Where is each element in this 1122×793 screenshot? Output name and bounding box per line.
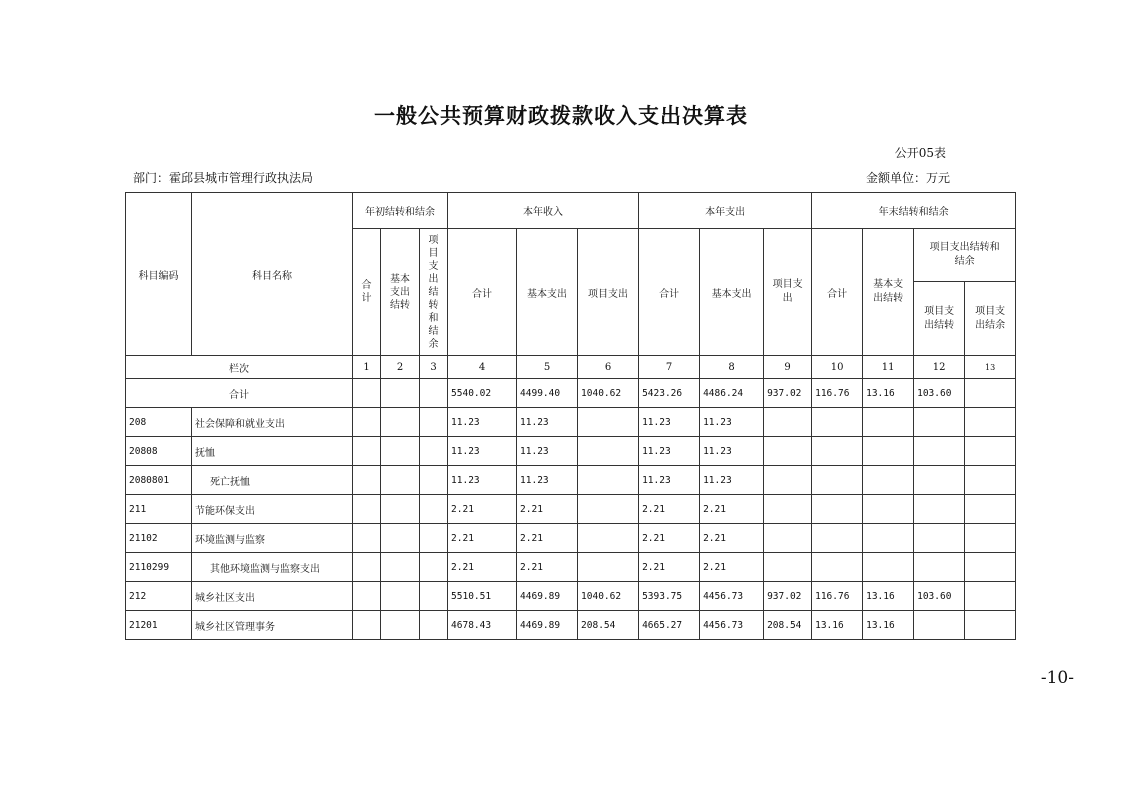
row-value (812, 495, 863, 524)
row-value (353, 524, 381, 553)
header-income-project: 项目支出 (578, 229, 639, 356)
row-name: 其他环境监测与监察支出 (192, 553, 353, 582)
row-value (420, 437, 448, 466)
column-index-cell: 6 (578, 356, 639, 379)
row-name: 死亡抚恤 (192, 466, 353, 495)
total-cell (353, 379, 381, 408)
table-row (126, 611, 1016, 640)
row-value (381, 437, 420, 466)
row-value (381, 408, 420, 437)
row-value (965, 524, 1016, 553)
budget-table (125, 192, 1016, 640)
row-value (914, 437, 965, 466)
row-name: 城乡社区支出 (192, 582, 353, 611)
row-value (353, 466, 381, 495)
total-cell (381, 379, 420, 408)
row-value (812, 408, 863, 437)
row-value: 2.21 (639, 495, 700, 524)
row-value: 208.54 (578, 611, 639, 640)
report-title: 一般公共预算财政拨款收入支出决算表 (374, 103, 748, 128)
row-value (965, 611, 1016, 640)
column-index-cell: 2 (381, 356, 420, 379)
row-value: 4665.27 (639, 611, 700, 640)
column-index-cell: 11 (863, 356, 914, 379)
row-value (914, 524, 965, 553)
row-value (420, 495, 448, 524)
row-value (353, 582, 381, 611)
row-value (578, 495, 639, 524)
row-value (381, 524, 420, 553)
total-cell (965, 379, 1016, 408)
total-cell (420, 379, 448, 408)
row-value: 11.23 (639, 408, 700, 437)
row-value (914, 408, 965, 437)
row-value (764, 408, 812, 437)
row-value (764, 524, 812, 553)
column-index-cell: 7 (639, 356, 700, 379)
row-value: 208.54 (764, 611, 812, 640)
column-index-label: 栏次 (126, 356, 353, 379)
header-code: 科目编码 (126, 193, 192, 356)
row-value: 11.23 (700, 437, 764, 466)
row-value: 1040.62 (578, 582, 639, 611)
header-closing-basic: 基本支 出结转 (863, 229, 914, 356)
row-value (965, 553, 1016, 582)
row-value: 5393.75 (639, 582, 700, 611)
row-value: 2.21 (517, 495, 578, 524)
row-value: 4456.73 (700, 582, 764, 611)
column-index-cell: 8 (700, 356, 764, 379)
row-value (863, 437, 914, 466)
page-number: -10- (1040, 668, 1074, 688)
row-value (863, 553, 914, 582)
row-value: 11.23 (639, 466, 700, 495)
row-value (812, 524, 863, 553)
row-value: 11.23 (639, 437, 700, 466)
row-value (420, 611, 448, 640)
row-code: 212 (126, 582, 192, 611)
row-value: 2.21 (517, 553, 578, 582)
header-row-1 (126, 193, 1016, 229)
row-value (914, 553, 965, 582)
row-value (381, 466, 420, 495)
header-closing-project-balance: 项目支 出结余 (965, 282, 1016, 356)
row-value (965, 582, 1016, 611)
total-cell: 13.16 (863, 379, 914, 408)
header-expense-project: 项目支 出 (764, 229, 812, 356)
amount-unit-label: 金额单位：万元 (865, 171, 950, 185)
row-value: 116.76 (812, 582, 863, 611)
row-name: 抚恤 (192, 437, 353, 466)
column-index-cell: 10 (812, 356, 863, 379)
row-value (578, 437, 639, 466)
row-value: 2.21 (448, 524, 517, 553)
total-cell: 116.76 (812, 379, 863, 408)
row-value: 11.23 (517, 408, 578, 437)
header-group-opening: 年初结转和结余 (353, 193, 448, 229)
header-opening-basic: 基本 支出 结转 (381, 229, 420, 356)
header-group-closing: 年末结转和结余 (812, 193, 1016, 229)
table-row (126, 553, 1016, 582)
total-label: 合计 (126, 379, 353, 408)
row-value: 4469.89 (517, 582, 578, 611)
row-value (353, 553, 381, 582)
row-name: 节能环保支出 (192, 495, 353, 524)
row-value (914, 495, 965, 524)
total-cell: 4486.24 (700, 379, 764, 408)
header-income-total: 合计 (448, 229, 517, 356)
row-value (812, 437, 863, 466)
row-value (353, 437, 381, 466)
row-value (764, 495, 812, 524)
row-value: 2.21 (448, 553, 517, 582)
form-number: 公开05表 (894, 146, 946, 160)
total-cell: 4499.40 (517, 379, 578, 408)
row-value (578, 466, 639, 495)
total-cell: 5423.26 (639, 379, 700, 408)
row-code: 20808 (126, 437, 192, 466)
header-name: 科目名称 (192, 193, 353, 356)
table-row (126, 582, 1016, 611)
header-income-basic: 基本支出 (517, 229, 578, 356)
row-value: 13.16 (812, 611, 863, 640)
row-value (381, 582, 420, 611)
row-value (420, 582, 448, 611)
header-group-expense: 本年支出 (639, 193, 812, 229)
row-value (764, 466, 812, 495)
row-value (863, 466, 914, 495)
row-value (914, 611, 965, 640)
row-value: 2.21 (639, 524, 700, 553)
row-value (863, 408, 914, 437)
table-row (126, 408, 1016, 437)
column-index-cell: 1 (353, 356, 381, 379)
row-value: 11.23 (700, 466, 764, 495)
row-name: 城乡社区管理事务 (192, 611, 353, 640)
column-index-cell: 13 (965, 356, 1016, 379)
row-value (381, 495, 420, 524)
row-value (420, 408, 448, 437)
row-value (764, 553, 812, 582)
table-row (126, 437, 1016, 466)
column-index-cell: 9 (764, 356, 812, 379)
row-value (420, 553, 448, 582)
row-value (578, 553, 639, 582)
row-value: 11.23 (448, 437, 517, 466)
row-value: 11.23 (448, 466, 517, 495)
row-value: 13.16 (863, 611, 914, 640)
header-closing-project: 项目支出结转和 结余 (914, 229, 1016, 282)
row-value (812, 553, 863, 582)
row-value: 2.21 (700, 524, 764, 553)
header-expense-total: 合计 (639, 229, 700, 356)
row-value (353, 408, 381, 437)
total-cell: 937.02 (764, 379, 812, 408)
row-code: 21102 (126, 524, 192, 553)
row-value (578, 408, 639, 437)
row-value: 11.23 (448, 408, 517, 437)
row-value: 11.23 (517, 466, 578, 495)
header-opening-project: 项 目 支 出 结 转 和 结 余 (420, 229, 448, 356)
row-value: 11.23 (517, 437, 578, 466)
row-name: 社会保障和就业支出 (192, 408, 353, 437)
total-row (126, 379, 1016, 408)
header-expense-basic: 基本支出 (700, 229, 764, 356)
row-code: 211 (126, 495, 192, 524)
column-index-cell: 3 (420, 356, 448, 379)
table-row (126, 524, 1016, 553)
total-cell: 5540.02 (448, 379, 517, 408)
department-label: 部门：霍邱县城市管理行政执法局 (133, 171, 314, 185)
row-value (578, 524, 639, 553)
row-value: 937.02 (764, 582, 812, 611)
row-value: 4456.73 (700, 611, 764, 640)
total-cell: 1040.62 (578, 379, 639, 408)
row-value (863, 524, 914, 553)
row-value (812, 466, 863, 495)
row-name: 环境监测与监察 (192, 524, 353, 553)
column-index-row (126, 356, 1016, 379)
table-body (126, 408, 1016, 640)
row-value: 2.21 (517, 524, 578, 553)
row-value: 2.21 (700, 495, 764, 524)
row-value (764, 437, 812, 466)
table-row (126, 495, 1016, 524)
row-value: 13.16 (863, 582, 914, 611)
row-value: 4678.43 (448, 611, 517, 640)
row-value (863, 495, 914, 524)
row-value (381, 611, 420, 640)
row-code: 21201 (126, 611, 192, 640)
row-value (353, 611, 381, 640)
column-index-cell: 12 (914, 356, 965, 379)
column-index-cell: 4 (448, 356, 517, 379)
row-code: 208 (126, 408, 192, 437)
total-cell: 103.60 (914, 379, 965, 408)
row-value (965, 466, 1016, 495)
column-index-cell: 5 (517, 356, 578, 379)
table-row (126, 466, 1016, 495)
row-code: 2110299 (126, 553, 192, 582)
row-value (965, 495, 1016, 524)
row-value: 11.23 (700, 408, 764, 437)
row-value (420, 524, 448, 553)
header-opening-total: 合 计 (353, 229, 381, 356)
row-value: 2.21 (700, 553, 764, 582)
row-value: 5510.51 (448, 582, 517, 611)
row-value (965, 437, 1016, 466)
row-value (914, 466, 965, 495)
row-value: 2.21 (448, 495, 517, 524)
header-closing-project-carry: 项目支 出结转 (914, 282, 965, 356)
row-value (420, 466, 448, 495)
row-value (353, 495, 381, 524)
row-code: 2080801 (126, 466, 192, 495)
row-value: 103.60 (914, 582, 965, 611)
header-group-income: 本年收入 (448, 193, 639, 229)
row-value: 4469.89 (517, 611, 578, 640)
row-value (381, 553, 420, 582)
header-closing-total: 合计 (812, 229, 863, 356)
row-value (965, 408, 1016, 437)
row-value: 2.21 (639, 553, 700, 582)
